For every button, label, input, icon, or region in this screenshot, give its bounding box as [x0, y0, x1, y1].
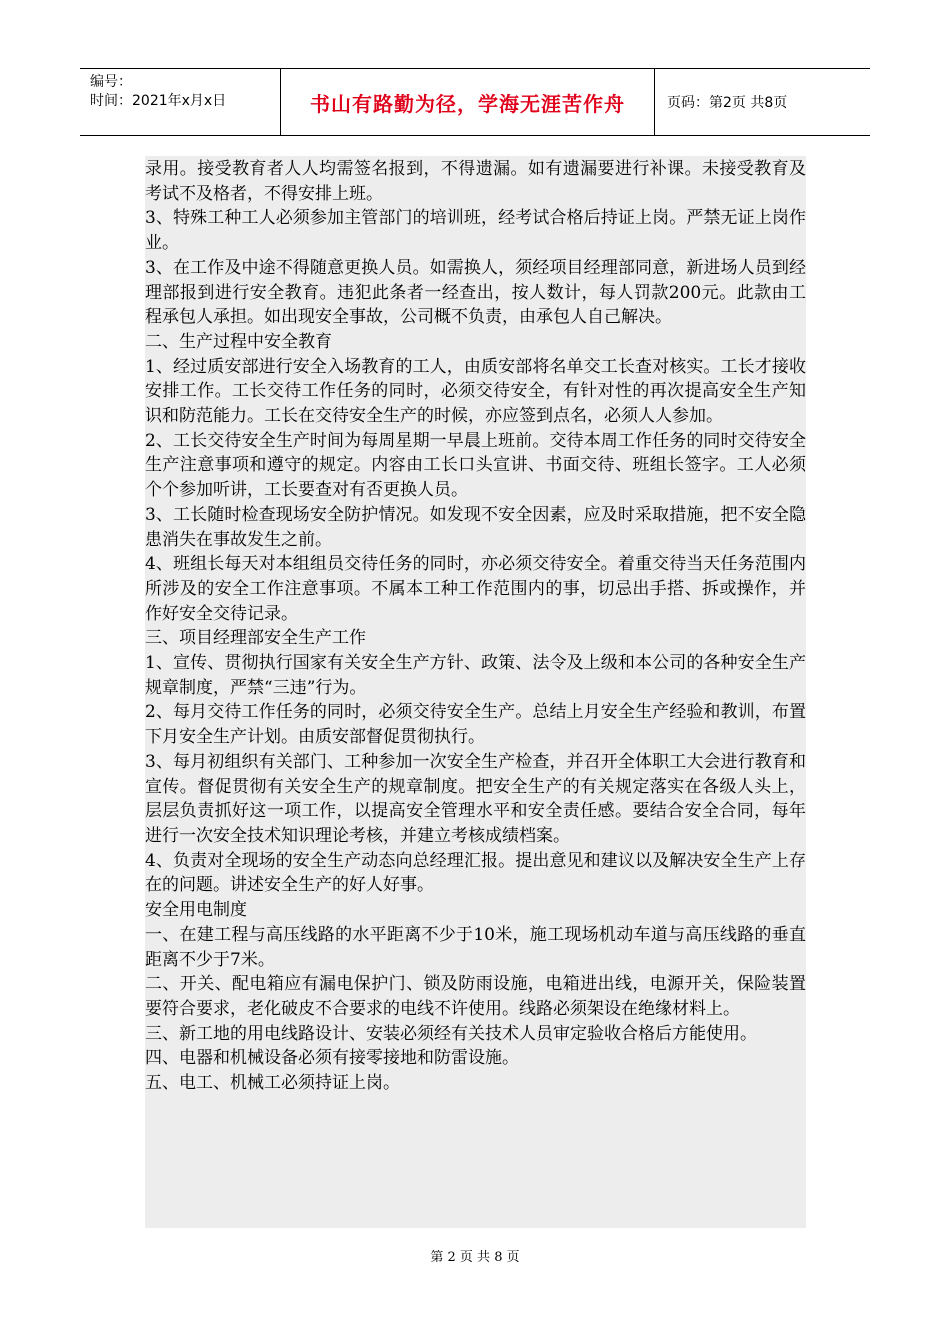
document-body	[145, 156, 806, 1228]
paragraph: 一、在建工程与高压线路的水平距离不少于10米，施工现场机动车道与高压线路的垂直距离不少于7米。	[145, 924, 806, 970]
header-motto: 书山有路勤为径，学海无涯苦作舟	[281, 69, 655, 135]
paragraph: 2、每月交待工作任务的同时，必须交待安全生产。总结上月安全生产经验和教训，布置下月安全生产计划。由质安部督促贯彻执行。	[145, 702, 806, 748]
paragraph: 3、每月初组织有关部门、工种参加一次安全生产检查，并召开全体职工大会进行教育和宣传。督促贯彻有关安全生产的规章制度。把安全生产的有关规定落实在各级人头上，层层负责抓好这一项工作，以提高安全管理水平和安全责任感。要结合安全合同，每年进行一次安全技术知识理论考核，并建立考核成绩档案。	[145, 751, 806, 846]
paragraph: 三、新工地的用电线路设计、安装必须经有关技术人员审定验收合格后方能使用。	[145, 1023, 757, 1044]
paragraph: 二、开关、配电箱应有漏电保护门、锁及防雨设施，电箱进出线，电源开关，保险装置要符合要求，老化破皮不合要求的电线不许使用。线路必须架设在绝缘材料上。	[145, 974, 806, 1019]
paragraph: 3、工长随时检查现场安全防护情况。如发现不安全因素，应及时采取措施，把不安全隐患消失在事故发生之前。	[145, 504, 806, 550]
page-header	[80, 68, 870, 136]
document-number-label: 编号：	[90, 74, 132, 90]
paragraph: 4、负责对全现场的安全生产动态向总经理汇报。提出意见和建议以及解决安全生产上存在的问题。讲述安全生产的好人好事。	[145, 850, 806, 896]
section-heading: 安全用电制度	[145, 900, 247, 921]
document-time-label: 时间：2021年x月x日	[90, 93, 227, 109]
header-meta	[80, 69, 281, 135]
paragraph: 录用。接受教育者人人均需签名报到，不得遗漏。如有遗漏要进行补课。未接受教育及考试不及格者，不得安排上班。	[145, 159, 806, 204]
paragraph: 3、在工作及中途不得随意更换人员。如需换人，须经项目经理部同意，新进场人员到经理部报到进行安全教育。违犯此条者一经查出，按人数计，每人罚款200元。此款由工程承包人承担。如出现安全事故，公司概不负责，由承包人自己解决。	[145, 257, 806, 328]
paragraph: 3、特殊工种工人必须参加主管部门的培训班，经考试合格后持证上岗。严禁无证上岗作业。	[145, 208, 806, 254]
section-heading: 三、项目经理部安全生产工作	[145, 628, 366, 649]
section-heading: 二、生产过程中安全教育	[145, 331, 332, 352]
paragraph: 五、电工、机械工必须持证上岗。	[145, 1073, 400, 1094]
paragraph: 4、班组长每天对本组组员交待任务的同时，亦必须交待安全。着重交待当天任务范围内所涉及的安全工作注意事项。不属本工种工作范围内的事，切忌出手搭、拆或操作，并作好安全交待记录。	[145, 554, 806, 624]
header-page-info: 页码：第2页 共8页	[667, 95, 788, 111]
paragraph: 2、工长交待安全生产时间为每周星期一早晨上班前。交待本周工作任务的同时交待安全生产注意事项和遵守的规定。内容由工长口头宣讲、书面交待、班组长签字。工人必须个个参加听讲，工长要查对有否更换人员。	[145, 430, 806, 501]
paragraph: 四、电器和机械设备必须有接零接地和防雷设施。	[145, 1048, 519, 1069]
paragraph: 1、宣传、贯彻执行国家有关安全生产方针、政策、法令及上级和本公司的各种安全生产规章制度，严禁“三违”行为。	[145, 653, 806, 698]
paragraph: 1、经过质安部进行安全入场教育的工人，由质安部将名单交工长查对核实。工长才接收安排工作。工长交待工作任务的同时，必须交待安全，有针对性的再次提高安全生产知识和防范能力。工长在交待安全生产的时候，亦应签到点名，必须人人参加。	[145, 356, 806, 427]
page-footer: 第 2 页 共 8 页	[430, 1250, 520, 1265]
